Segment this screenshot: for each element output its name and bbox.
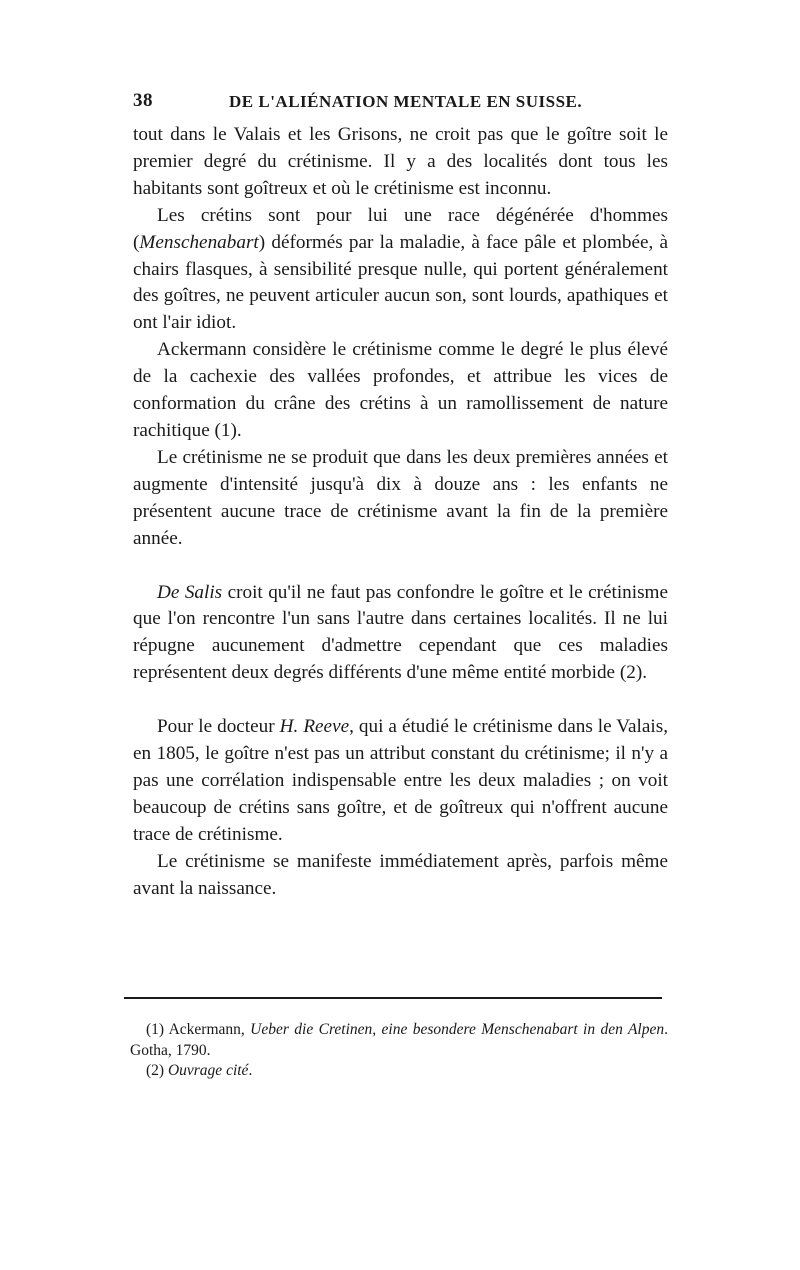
paragraph-ackermann — [133, 337, 668, 445]
italic-term: Menschenabart — [139, 231, 259, 253]
footnotes — [130, 1020, 668, 1082]
paragraph-continuation — [133, 122, 668, 203]
paragraph-gap — [133, 553, 668, 580]
footnote-italic: Ouvrage cité — [167, 1062, 249, 1079]
paragraph-gap — [133, 687, 668, 714]
footnote-italic: Ueber die Cretinen, eine besondere Menschenabart in den Alpen — [250, 1021, 665, 1038]
footnote-text: . — [248, 1062, 253, 1079]
paragraph-text: Ackermann considère le crétinisme comme le degré le plus élevé de la cachexie des vallées profondes, et attribue les vices de conformation du crâne des crétins à un ramollissement de nature rachitique (1). — [133, 339, 668, 441]
italic-author: De Salis — [157, 581, 223, 603]
paragraph-text: tout dans le Valais et les Grisons, ne croit pas que le goître soit le premier degré du crétinisme. Il y a des localités dont tous les habitants sont goîtreux et où le crétinisme est inconnu. — [133, 124, 668, 199]
footnote-text: (1) Ackermann, — [146, 1021, 251, 1038]
paragraph-text: Les crétins sont pour lui une race dégénérée d'hommes ( — [133, 204, 668, 253]
running-header — [133, 90, 668, 118]
running-title: DE L'ALIÉNATION MENTALE EN SUISSE. — [229, 92, 583, 111]
paragraph-cretins-race — [133, 203, 668, 338]
body-text — [133, 122, 668, 902]
footnote-2 — [130, 1061, 668, 1082]
paragraph-text: Pour le docteur — [157, 716, 280, 738]
paragraph-text: ) déformés par la maladie, à face pâle et plombée, à chairs flasques, à sensibilité presque nulle, qui portent généralement des goîtres, ne peuvent articuler aucun son, sont lourds, apathiques et ont l'air idiot. — [133, 231, 668, 334]
paragraph-de-salis — [133, 580, 668, 688]
italic-author: H. Reeve — [279, 716, 350, 738]
page-number: 38 — [133, 90, 153, 111]
footnote-1 — [130, 1020, 668, 1061]
paragraph-onset — [133, 445, 668, 553]
paragraph-text: , qui a étudié le crétinisme dans le Valais, en 1805, le goître n'est pas un attribut constant du crétinisme; il n'y a pas une corrélation indispensable entre les deux maladies ; on voit beaucoup de crétins sans goître, et de goîtreux qui n'offrent aucune trace de crétinisme. — [133, 716, 668, 845]
footnote-text: (2) — [146, 1062, 168, 1079]
paragraph-text: Le crétinisme se manifeste immédiatement après, parfois même avant la naissance. — [133, 850, 668, 899]
paragraph-text: croit qu'il ne faut pas confondre le goître et le crétinisme que l'on rencontre l'un sans l'autre dans certaines localités. Il ne lui répugne aucunement d'admettre cependant que ces maladies représentent deux degrés différents d'une même entité morbide (2). — [133, 581, 668, 684]
footnote-text: . Gotha, 1790. — [130, 1021, 668, 1059]
paragraph-text: Le crétinisme ne se produit que dans les deux premières années et augmente d'intensité jusqu'à dix à douze ans : les enfants ne présentent aucune trace de crétinisme avant la fin de la première année. — [133, 446, 668, 549]
footnote-divider — [124, 997, 662, 999]
paragraph-manifestation — [133, 849, 668, 903]
paragraph-reeve — [133, 714, 668, 849]
